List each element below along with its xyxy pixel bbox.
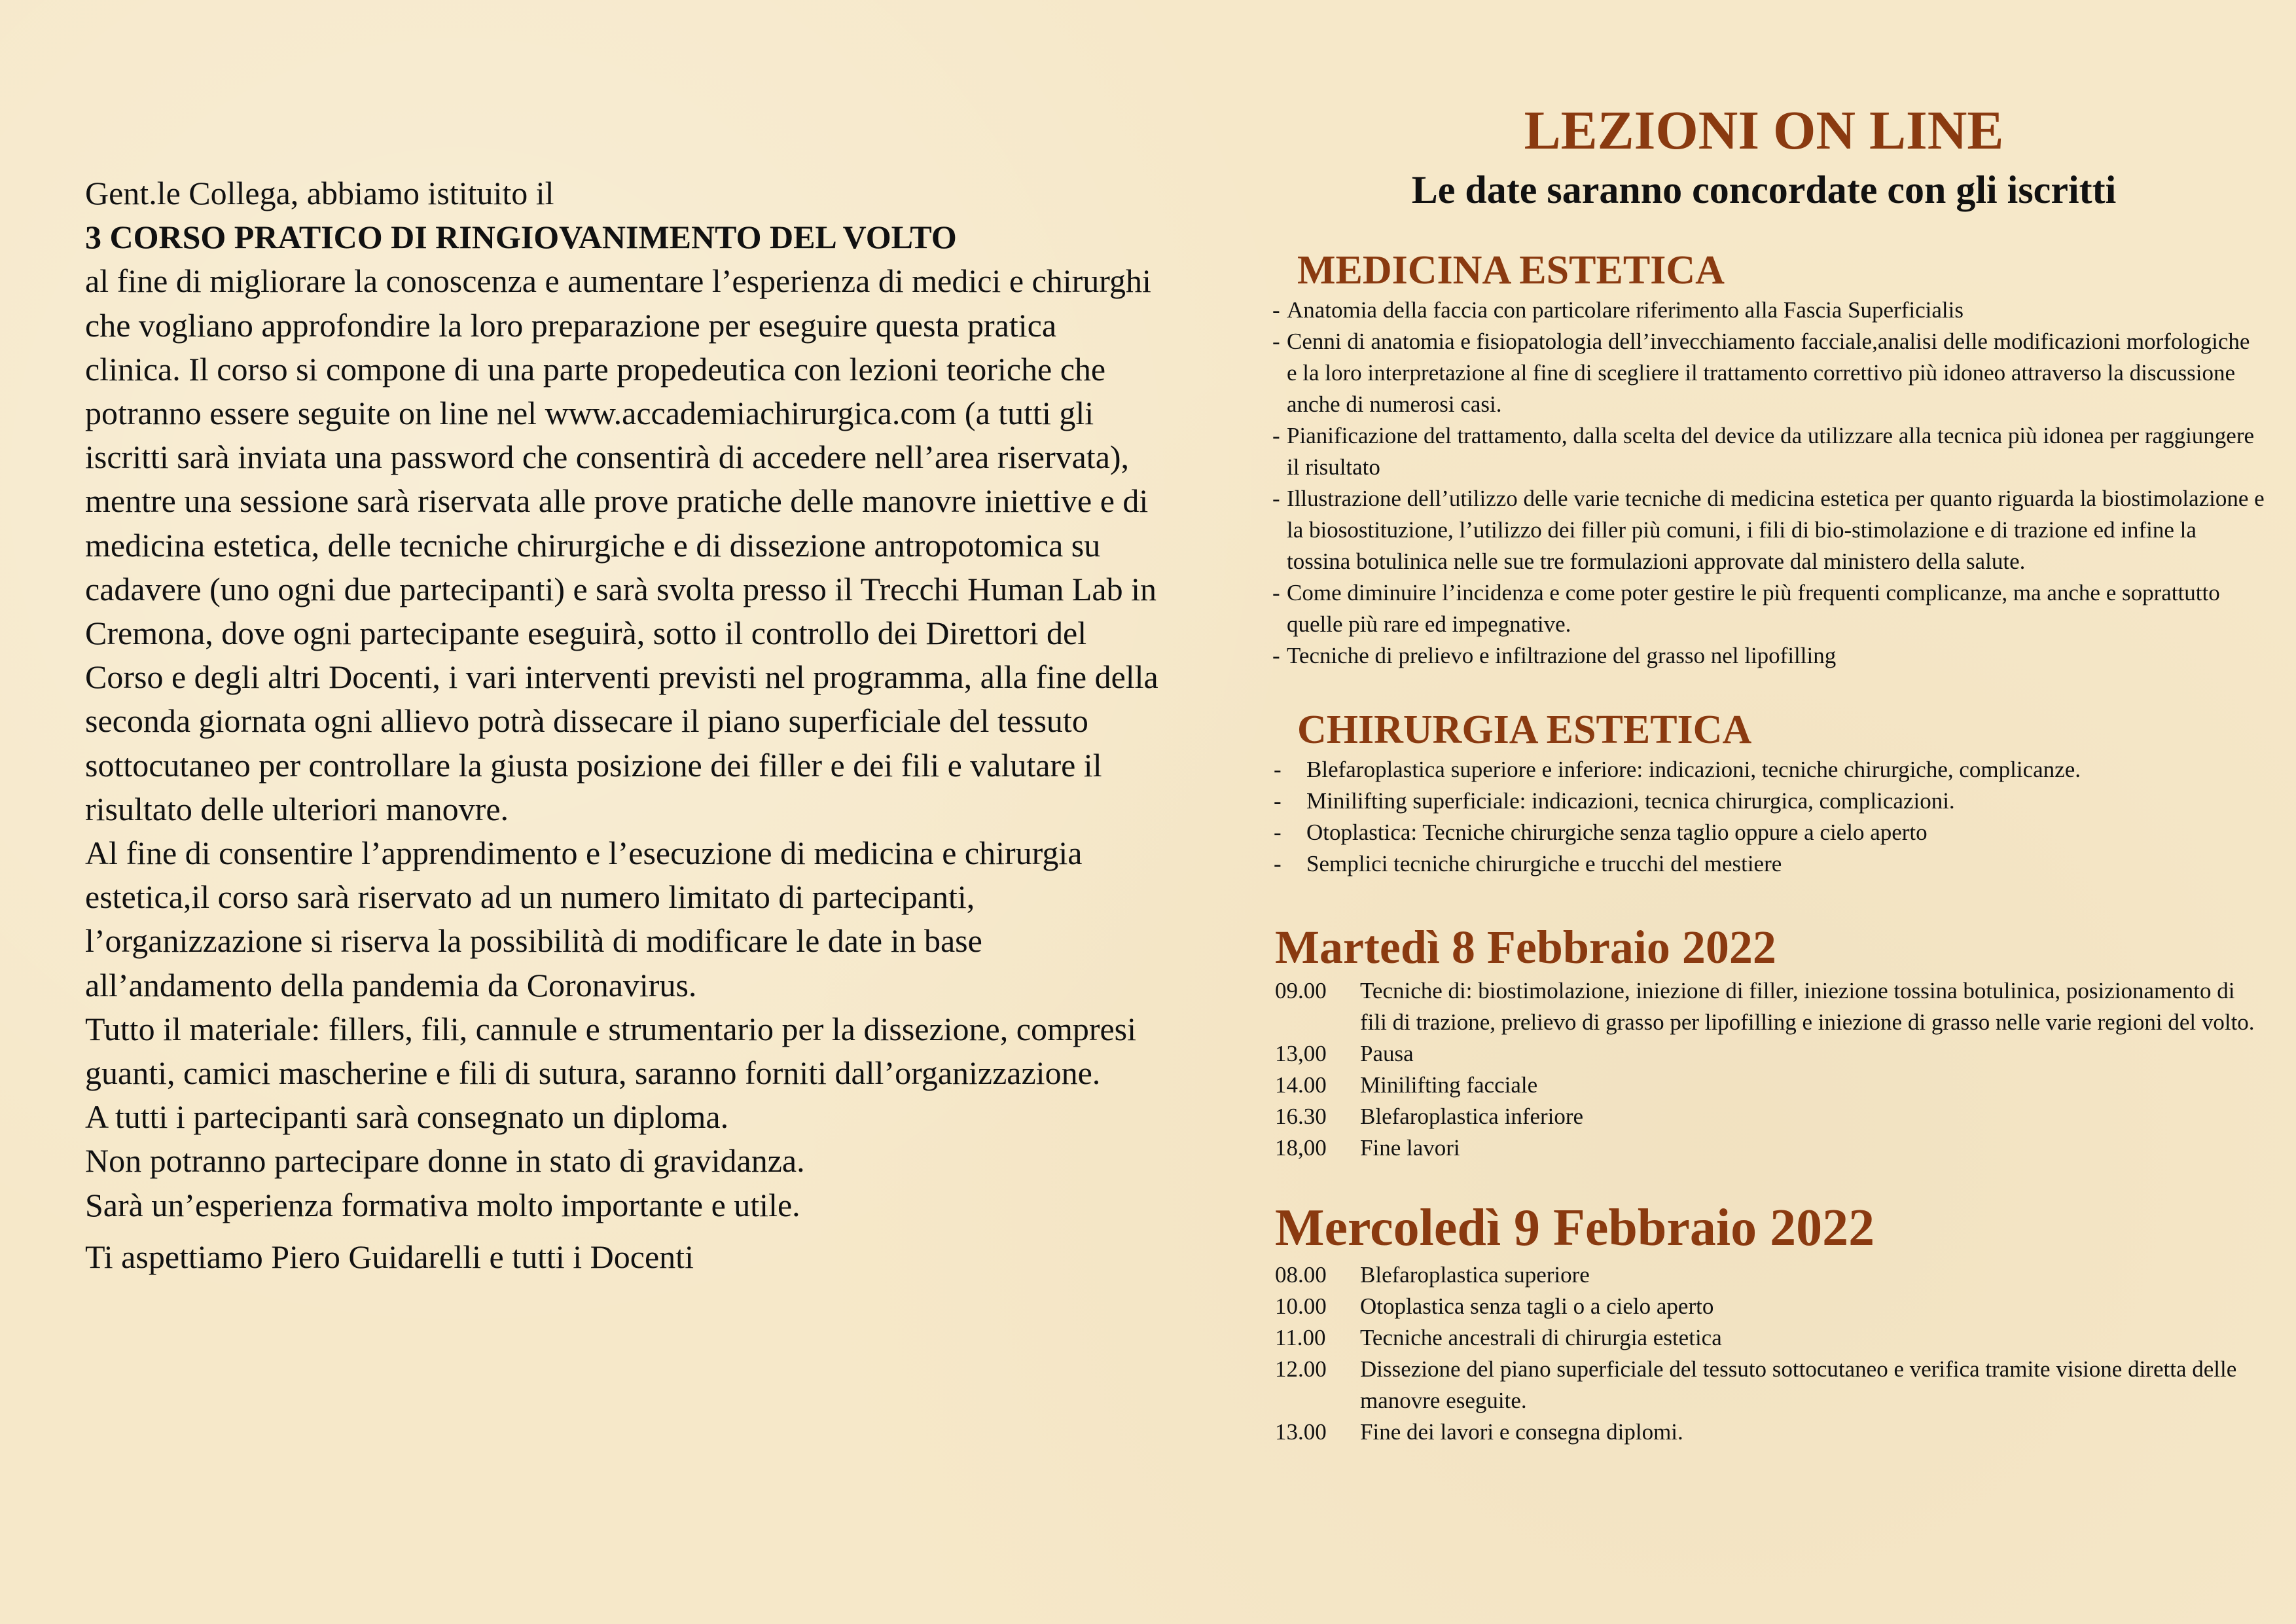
schedule-time: 14.00 bbox=[1275, 1072, 1327, 1098]
letter-paragraph: Tutto il materiale: fillers, fili, cannule e strumentario per la dissezione, compresi guanti, camici mascherine e fili di sutura, saranno forniti dall’organizzazione. bbox=[85, 1010, 1137, 1092]
schedule-row bbox=[1275, 1132, 2265, 1164]
day1-title: Martedì 8 Febbraio 2022 bbox=[1275, 921, 1776, 973]
schedule-row bbox=[1275, 1416, 2265, 1448]
letter-paragraph: Al fine di consentire l’apprendimento e l’esecuzione di medicina e chirurgia estetica,il corso sarà riservato ad un numero limitato di partecipanti, l’organizzazione si riserva la possibilità di modificare le date in base all’andamento della pandemia da Coronavirus. bbox=[85, 835, 1083, 1003]
schedule-time: 08.00 bbox=[1275, 1262, 1327, 1288]
schedule-time: 10.00 bbox=[1275, 1293, 1327, 1319]
page-title: LEZIONI ON LINE bbox=[1524, 100, 2004, 161]
schedule-row bbox=[1275, 975, 2265, 1038]
schedule-activity: Dissezione del piano superficiale del tessuto sottocutaneo e verifica tramite visione diretta delle manovre eseguite. bbox=[1360, 1356, 2237, 1413]
schedule-row bbox=[1275, 1038, 2265, 1070]
letter-body: al fine di migliorare la conoscenza e aumentare l’esperienza di medici e chirurghi che vogliano approfondire la loro preparazione per eseguire questa pratica clinica. Il corso si compone di una parte propedeutica con lezioni teoriche che potranno essere seguite on line nel www.accademiachirurgica.com (a tutti gli iscritti sarà inviata una password che consentirà di accedere nell’area riservata), mentre una sessione sarà riservata alle prove pratiche delle manovre iniettive e di medicina estetica, delle tecniche chirurgiche e di dissezione antropotomica su cadavere (uno ogni due partecipanti) e sarà svolta presso il Trecchi Human Lab in Cremona, dove ogni partecipante eseguirà, sotto il controllo dei Direttori del Corso e degli altri Docenti, i vari interventi previsti nel programma, alla fine della seconda giornata ogni allievo potrà dissecare il piano superficiale del tessuto sottocutaneo per controllare la giusta posizione dei filler e dei fili e valutare il risultato delle ulteriori manovre. bbox=[85, 262, 1158, 827]
schedule-time: 13.00 bbox=[1275, 1419, 1327, 1445]
schedule-activity: Blefaroplastica inferiore bbox=[1360, 1104, 1584, 1129]
list-item: - Pianificazione del trattamento, dalla scelta del device da utilizzare alla tecnica più idonea per raggiungere il risultato bbox=[1263, 420, 2265, 483]
schedule-time: 13,00 bbox=[1275, 1041, 1327, 1066]
list-item: - Illustrazione dell’utilizzo delle varie tecniche di medicina estetica per quanto riguarda la biostimolazione e la biosostituzione, l’utilizzo dei filler più comuni, i fili di bio-stimolazione e di trazione ed infine la tossina botulinica nelle sue tre formulazioni approvate dal ministero della salute. bbox=[1263, 483, 2265, 577]
signoff: Ti aspettiamo Piero Guidarelli e tutti i Docenti bbox=[85, 1238, 694, 1275]
list-item: - Come diminuire l’incidenza e come poter gestire le più frequenti complicanze, ma anche e soprattutto quelle più rare ed impegnative. bbox=[1263, 577, 2265, 640]
schedule-activity: Fine dei lavori e consegna diplomi. bbox=[1360, 1419, 1683, 1445]
schedule-row bbox=[1275, 1070, 2265, 1101]
schedule-row bbox=[1275, 1291, 2265, 1322]
list-item: - Blefaroplastica superiore e inferiore: indicazioni, tecniche chirurgiche, complicanze. bbox=[1263, 754, 2265, 785]
schedule-time: 12.00 bbox=[1275, 1356, 1327, 1382]
schedule-time: 11.00 bbox=[1275, 1325, 1326, 1350]
course-title: 3 CORSO PRATICO DI RINGIOVANIMENTO DEL VOLTO bbox=[85, 219, 957, 256]
list-item: - Semplici tecniche chirurgiche e trucchi del mestiere bbox=[1263, 848, 2265, 880]
letter-paragraph: Sarà un’esperienza formativa molto importante e utile. bbox=[85, 1186, 800, 1223]
letter-paragraph: Non potranno partecipare donne in stato di gravidanza. bbox=[85, 1142, 805, 1180]
schedule-time: 18,00 bbox=[1275, 1135, 1327, 1161]
schedule-activity: Otoplastica senza tagli o a cielo aperto bbox=[1360, 1293, 1714, 1319]
schedule-activity: Minilifting facciale bbox=[1360, 1072, 1538, 1098]
medicina-list bbox=[1263, 295, 2265, 672]
schedule-row bbox=[1275, 1354, 2265, 1416]
list-item: - Minilifting superficiale: indicazioni, tecnica chirurgica, complicazioni. bbox=[1263, 785, 2265, 817]
right-column-program bbox=[1263, 98, 2265, 1448]
list-item: - Tecniche di prelievo e infiltrazione del grasso nel lipofilling bbox=[1263, 640, 2265, 672]
left-column-letter bbox=[85, 171, 1158, 1279]
schedule-activity: Blefaroplastica superiore bbox=[1360, 1262, 1590, 1288]
list-item: - Anatomia della faccia con particolare riferimento alla Fascia Superficialis bbox=[1263, 295, 2265, 326]
chirurgia-list bbox=[1263, 754, 2265, 880]
day1-schedule bbox=[1263, 975, 2265, 1164]
schedule-row bbox=[1275, 1101, 2265, 1132]
list-item: - Otoplastica: Tecniche chirurgiche senza taglio oppure a cielo aperto bbox=[1263, 817, 2265, 848]
page-subtitle: Le date saranno concordate con gli iscritti bbox=[1411, 168, 2117, 211]
schedule-row bbox=[1275, 1259, 2265, 1291]
section-title-chirurgia: CHIRURGIA ESTETICA bbox=[1297, 708, 1752, 752]
schedule-activity: Pausa bbox=[1360, 1041, 1414, 1066]
schedule-time: 16.30 bbox=[1275, 1104, 1327, 1129]
section-title-medicina: MEDICINA ESTETICA bbox=[1297, 248, 1725, 293]
intro-line: Gent.le Collega, abbiamo istituito il bbox=[85, 175, 554, 211]
schedule-time: 09.00 bbox=[1275, 978, 1327, 1003]
list-item: - Cenni di anatomia e fisiopatologia dell’invecchiamento facciale,analisi delle modificazioni morfologiche e la loro interpretazione al fine di scegliere il trattamento correttivo più idoneo attraverso la discussione anche di numerosi casi. bbox=[1263, 326, 2265, 420]
schedule-activity: Tecniche di: biostimolazione, iniezione di filler, iniezione tossina botulinica, posizionamento di fili di trazione, prelievo di grasso per lipofilling e iniezione di grasso nelle varie regioni del volto. bbox=[1360, 978, 2255, 1035]
day2-title: Mercoledì 9 Febbraio 2022 bbox=[1275, 1199, 1875, 1257]
schedule-activity: Fine lavori bbox=[1360, 1135, 1460, 1161]
schedule-activity: Tecniche ancestrali di chirurgia estetica bbox=[1360, 1325, 1722, 1350]
day2-schedule bbox=[1263, 1259, 2265, 1448]
letter-paragraph: A tutti i partecipanti sarà consegnato un diploma. bbox=[85, 1098, 729, 1136]
schedule-row bbox=[1275, 1322, 2265, 1354]
